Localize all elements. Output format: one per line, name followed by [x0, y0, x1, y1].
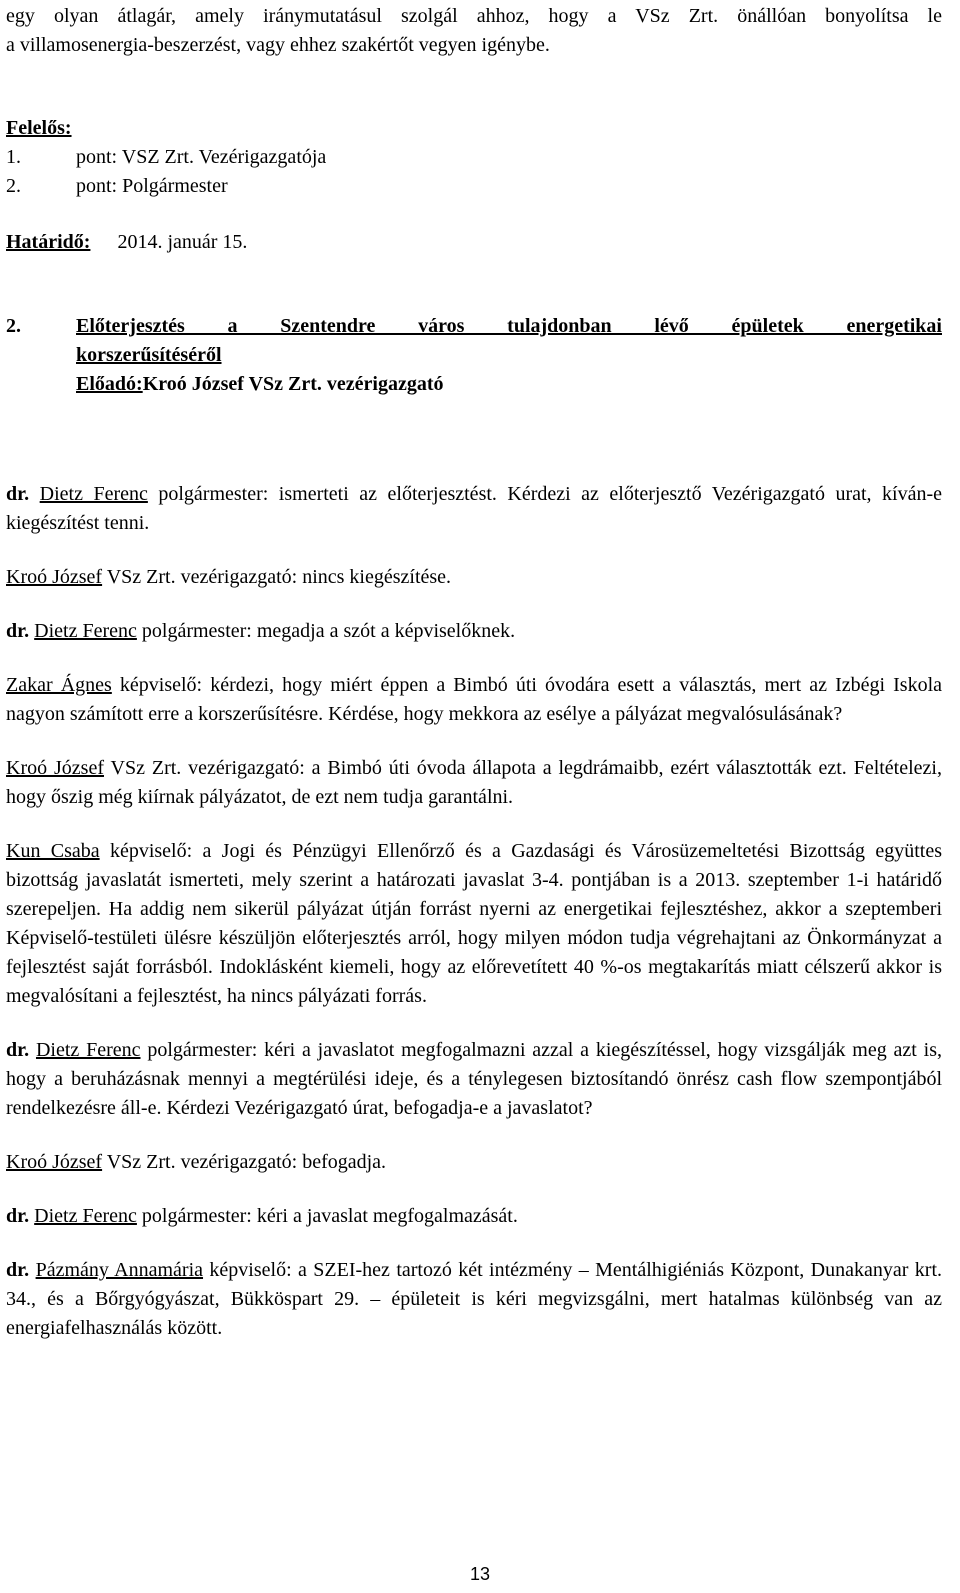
felelos-block — [6, 114, 942, 201]
paragraph-text: polgármester: kéri a javaslatot megfogalmazni azzal a kiegészítéssel, hogy vizsgálják meg azt is, hogy a beruházásnak mennyi a megtérülési ideje, és a ténylegesen biztosítandó önrész cash flow szempontjából rendelkezésre áll-e. Kérdezi Vezérigazgató úrat, befogadja-e a javaslatot? — [6, 1039, 942, 1119]
speaker-name: Dietz Ferenc — [35, 1039, 141, 1061]
speaker-name: Dietz Ferenc — [34, 1205, 137, 1227]
speaker-name: Kroó József — [6, 566, 103, 588]
speaker-name: Zakar Ágnes — [6, 674, 112, 696]
intro-line-2: a villamosenergia-beszerzést, vagy ehhez szakértőt vegyen igénybe. — [6, 34, 550, 56]
eloado-label: Előadó: — [76, 373, 143, 395]
page-number: 13 — [469, 1564, 491, 1584]
felelos-item-2-text: pont: Polgármester — [76, 175, 228, 197]
paragraph-0 — [6, 480, 942, 538]
section-eloado — [76, 370, 942, 399]
eloado-value: Kroó József VSz Zrt. vezérigazgató — [142, 373, 444, 395]
paragraph-text: polgármester: megadja a szót a képviselőknek. — [136, 620, 516, 642]
speaker-name: Kroó József — [6, 1151, 103, 1173]
speaker-name: Kun Csaba — [6, 840, 100, 862]
speaker-prefix: dr. — [6, 483, 30, 505]
paragraph-3 — [6, 671, 942, 729]
speaker-prefix: dr. — [6, 1259, 30, 1281]
section-number: 2. — [6, 315, 21, 337]
section-heading — [6, 312, 942, 399]
intro-paragraph — [6, 2, 942, 60]
hatarido-label: Határidő: — [6, 231, 91, 253]
felelos-label: Felelős: — [6, 117, 72, 139]
speaker-name: Dietz Ferenc — [39, 483, 148, 505]
speaker-prefix: dr. — [6, 620, 30, 642]
speaker-prefix: dr. — [6, 1039, 30, 1061]
speaker-name: Dietz Ferenc — [34, 620, 137, 642]
paragraph-text: polgármester: ismerteti az előterjesztést. Kérdezi az előterjesztő Vezérigazgató urat, kíván-e kiegészítést tenni. — [6, 483, 942, 534]
hatarido-block — [6, 228, 942, 257]
paragraph-text: képviselő: a SZEI-hez tartozó két intézmény – Mentálhigiéniás Központ, Dunakanyar krt. 34., és a Bőrgyógyászat, Bükköspart 29. – épületeit is kéri megvizsgálni, mert hatalmas különbség van az energiafelhasználás között. — [6, 1259, 943, 1339]
paragraph-1 — [6, 563, 942, 592]
section-title-line-2: korszerűsítéséről — [76, 344, 222, 366]
felelos-item-1-text: pont: VSZ Zrt. Vezérigazgatója — [76, 146, 327, 168]
paragraph-text: képviselő: kérdezi, hogy miért éppen a Bimbó úti óvodára esett a választás, mert az Izbégi Iskola nagyon számított erre a korszerűsítésre. Kérdése, hogy mekkora az esélye a pályázat megvalósulásának? — [6, 674, 943, 725]
paragraph-text: VSz Zrt. vezérigazgató: nincs kiegészítése. — [102, 566, 452, 588]
paragraph-text: VSz Zrt. vezérigazgató: befogadja. — [102, 1151, 387, 1173]
speaker-name: Kroó József — [6, 757, 104, 779]
felelos-item-1-num: 1. — [6, 146, 21, 168]
paragraph-8 — [6, 1202, 942, 1231]
paragraph-text: polgármester: kéri a javaslat megfogalmazását. — [136, 1205, 518, 1227]
paragraph-2 — [6, 617, 942, 646]
paragraph-6 — [6, 1036, 942, 1123]
hatarido-value: 2014. január 15. — [117, 231, 248, 253]
speaker-prefix: dr. — [6, 1205, 30, 1227]
paragraph-text: képviselő: a Jogi és Pénzügyi Ellenőrző és a Gazdasági és Városüzemeltetési Bizottság együttes bizottság javaslatát ismerteti, mely szerint a határozati javaslat 3-4. pontjában is a 2013. szeptember 1-i határidő szerepeljen. Ha addig nem sikerül pályázat útján forrást nyerni az energetikai fejlesztéshez, akkor a szeptemberi Képviselő-testületi ülésre készüljön előterjesztés arról, hogy milyen módon tudja végrehajtani az Önkormányzat a fejlesztést saját forrásból. Indoklásként kiemeli, hogy az előrevetített 40 %-os megtakarítás miatt célszerű akkor is megvalósítani a fejlesztést, ha nincs pályázati forrás. — [6, 840, 942, 1007]
felelos-item-1 — [6, 143, 942, 172]
minutes-body — [6, 480, 942, 1343]
intro-line-1: egy olyan átlagár, amely iránymutatásul szolgál ahhoz, hogy a VSz Zrt. önállóan bonyolítsa le — [6, 5, 942, 27]
paragraph-text: VSz Zrt. vezérigazgató: a Bimbó úti óvoda állapota a legdrámaibb, ezért választották ezt. Feltételezi, hogy őszig még kiírnak pályázatot, de ezt nem tudja garantálni. — [6, 757, 942, 808]
paragraph-4 — [6, 754, 942, 812]
paragraph-7 — [6, 1148, 942, 1177]
felelos-item-2-num: 2. — [6, 175, 21, 197]
speaker-name: Pázmány Annamária — [35, 1259, 204, 1281]
paragraph-5 — [6, 837, 942, 1011]
felelos-item-2 — [6, 172, 942, 201]
section-title-line-1: Előterjesztés a Szentendre város tulajdonban lévő épületek energetikai — [76, 315, 942, 337]
paragraph-9 — [6, 1256, 942, 1343]
